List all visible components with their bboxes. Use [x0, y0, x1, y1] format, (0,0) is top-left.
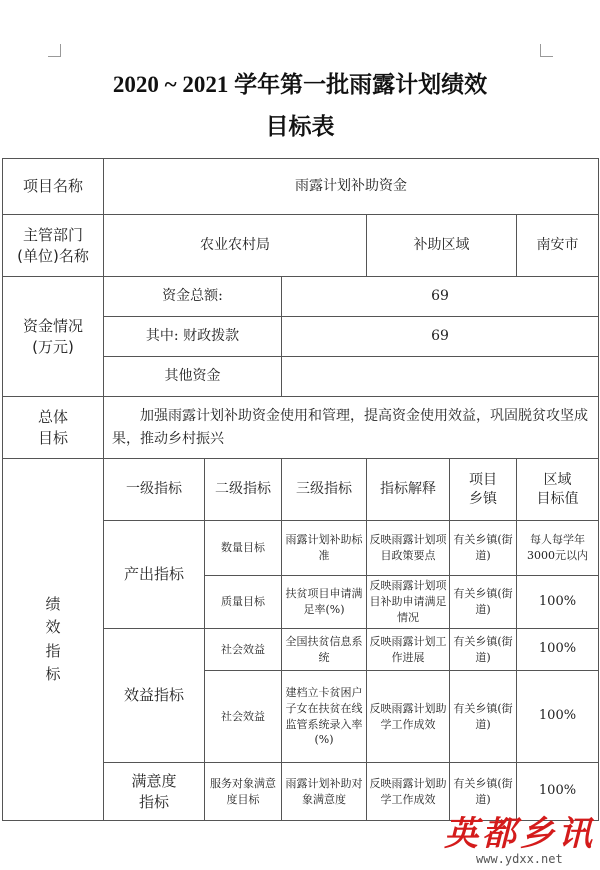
level3-cell: 建档立卡贫困户子女在扶贫在线监管系统录入率(%)	[282, 671, 367, 763]
project-town-cell: 有关乡镇(街道)	[450, 671, 517, 763]
header-explain: 指标解释	[367, 459, 450, 521]
explain-cell: 反映雨露计划助学工作成效	[367, 763, 450, 821]
group-benefit: 效益指标	[104, 629, 205, 763]
level2-cell: 服务对象满意度目标	[205, 763, 282, 821]
target-cell: 100%	[517, 629, 599, 671]
row-funds-total	[3, 277, 599, 317]
level3-cell: 扶贫项目申请满足率(%)	[282, 576, 367, 629]
project-town-cell: 有关乡镇(街道)	[450, 576, 517, 629]
row-project-name	[3, 159, 599, 215]
document-subtitle: 目标表	[265, 114, 335, 139]
explain-cell: 反映雨露计划项目补助申请满足情况	[367, 576, 450, 629]
explain-cell: 反映雨露计划工作进展	[367, 629, 450, 671]
document-title: 2020 ~ 2021 学年第一批雨露计划绩效	[112, 72, 488, 97]
funds-fiscal-value: 69	[282, 317, 599, 357]
funds-other-value	[282, 357, 599, 397]
performance-table	[2, 158, 599, 821]
explain-cell: 反映雨露计划项目政策要点	[367, 521, 450, 576]
funds-total-value: 69	[282, 277, 599, 317]
level2-cell: 数量目标	[205, 521, 282, 576]
department-label: 主管部门 (单位)名称	[3, 215, 104, 277]
project-name-value: 雨露计划补助资金	[104, 159, 599, 215]
target-cell: 100%	[517, 576, 599, 629]
corner-mark-left	[48, 44, 61, 57]
level3-cell: 雨露计划补助对象满意度	[282, 763, 367, 821]
watermark-url: www.ydxx.net	[476, 852, 563, 866]
goal-label: 总体 目标	[3, 397, 104, 459]
level2-cell: 社会效益	[205, 671, 282, 763]
target-cell: 100%	[517, 671, 599, 763]
project-town-cell: 有关乡镇(街道)	[450, 521, 517, 576]
level3-cell: 全国扶贫信息系统	[282, 629, 367, 671]
funds-other-label: 其他资金	[104, 357, 282, 397]
funds-total-label: 资金总额:	[104, 277, 282, 317]
watermark-brand: 英都乡讯	[444, 814, 596, 854]
region-value: 南安市	[517, 215, 599, 277]
funds-label: 资金情况 (万元)	[3, 277, 104, 397]
project-name-label: 项目名称	[3, 159, 104, 215]
level2-cell: 社会效益	[205, 629, 282, 671]
department-value: 农业农村局	[104, 215, 367, 277]
project-town-cell: 有关乡镇(街道)	[450, 763, 517, 821]
watermark	[432, 806, 600, 870]
target-cell: 每人每学年3000元以内	[517, 521, 599, 576]
header-target: 区域 目标值	[517, 459, 599, 521]
project-town-cell: 有关乡镇(街道)	[450, 629, 517, 671]
corner-mark-right	[540, 44, 553, 57]
header-level2: 二级指标	[205, 459, 282, 521]
group-output: 产出指标	[104, 521, 205, 629]
level3-cell: 雨露计划补助标准	[282, 521, 367, 576]
row-headers	[3, 459, 599, 521]
header-project-town: 项目 乡镇	[450, 459, 517, 521]
goal-text: 加强雨露计划补助资金使用和管理，提高资金使用效益，巩固脱贫攻坚成果，推动乡村振兴	[104, 397, 599, 459]
group-satisfaction: 满意度 指标	[104, 763, 205, 821]
row-overall-goal	[3, 397, 599, 459]
explain-cell: 反映雨露计划助学工作成效	[367, 671, 450, 763]
funds-fiscal-label: 其中: 财政拨款	[104, 317, 282, 357]
header-level1: 一级指标	[104, 459, 205, 521]
performance-label: 绩 效 指 标	[3, 459, 104, 821]
region-label: 补助区域	[367, 215, 517, 277]
target-cell: 100%	[517, 763, 599, 821]
level2-cell: 质量目标	[205, 576, 282, 629]
header-level3: 三级指标	[282, 459, 367, 521]
row-department	[3, 215, 599, 277]
